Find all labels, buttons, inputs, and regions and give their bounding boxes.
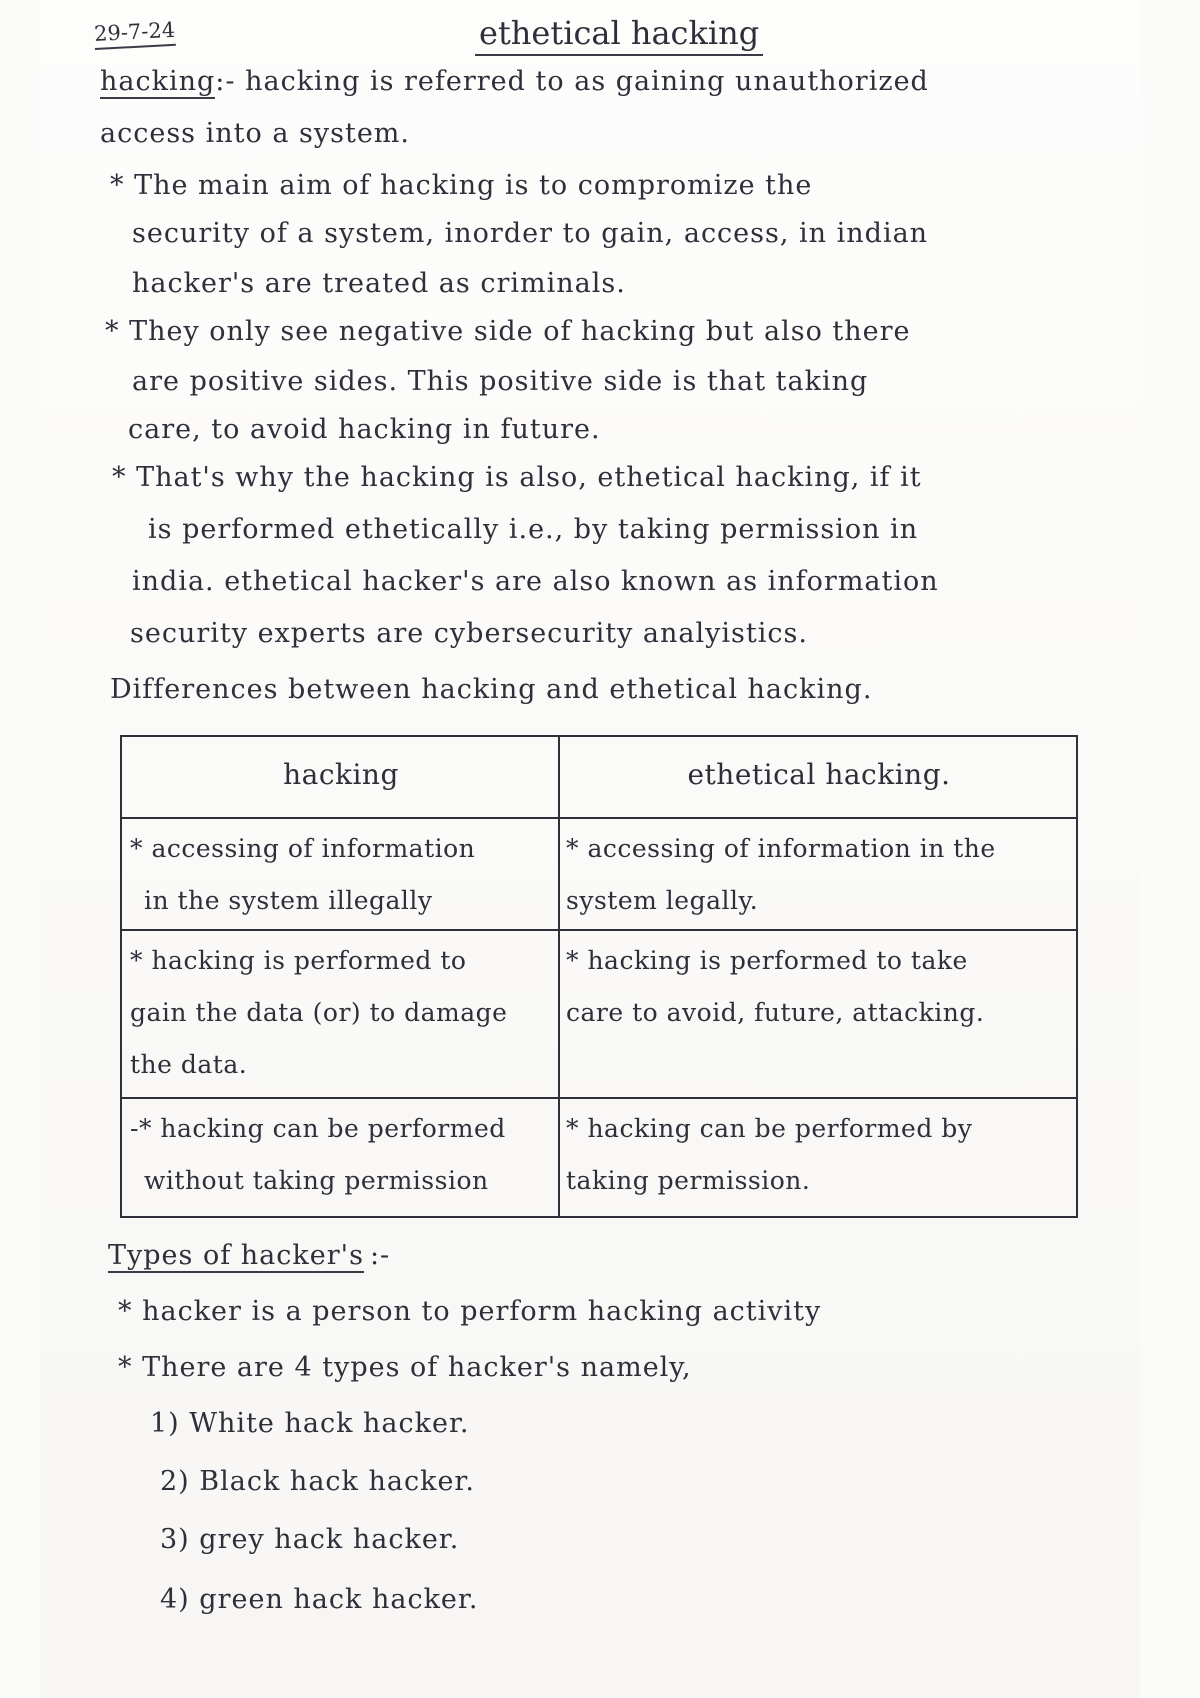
hacker-type-4: 4) green hack hacker. bbox=[160, 1584, 479, 1615]
definition-term: hacking bbox=[100, 66, 216, 97]
definition-line-1 bbox=[100, 66, 929, 97]
table-column-divider bbox=[558, 737, 560, 1216]
hacker-type-2: 2) Black hack hacker. bbox=[160, 1466, 475, 1497]
paragraph-1-line-2: security of a system, inorder to gain, access, in indian bbox=[132, 218, 929, 249]
paragraph-3-line-2: is performed ethetically i.e., by taking permission in bbox=[148, 514, 919, 545]
paragraph-1-line-1: * The main aim of hacking is to compromize the bbox=[110, 170, 813, 201]
paragraph-2-line-1: * They only see negative side of hacking but also there bbox=[105, 316, 911, 347]
paragraph-3-line-1: * That's why the hacking is also, ethetical hacking, if it bbox=[112, 462, 922, 493]
types-heading: Types of hacker's bbox=[108, 1240, 364, 1271]
table-row-2-right bbox=[566, 935, 1072, 1039]
definition-line-2: access into a system. bbox=[100, 118, 410, 149]
table-row-1-right bbox=[566, 823, 1072, 927]
table-row-3-left bbox=[130, 1103, 552, 1207]
differences-table bbox=[120, 735, 1078, 1218]
table-row-1-right-line-2: system legally. bbox=[566, 886, 759, 915]
table-row-2-right-line-1: * hacking is performed to take bbox=[566, 946, 968, 975]
table-row-divider-2 bbox=[122, 1097, 1076, 1099]
table-row-2-left-line-1: * hacking is performed to bbox=[130, 946, 467, 975]
table-row-3-left-line-1: -* hacking can be performed bbox=[130, 1114, 506, 1143]
note-date: 29-7-24 bbox=[94, 18, 176, 50]
table-row-1-left bbox=[130, 823, 552, 927]
table-row-3-right-line-2: taking permission. bbox=[566, 1166, 811, 1195]
table-row-3-right bbox=[566, 1103, 1072, 1207]
paragraph-3-line-3: india. ethetical hacker's are also known as information bbox=[132, 566, 939, 597]
paragraph-2-line-2: are positive sides. This positive side is that taking bbox=[132, 366, 869, 397]
table-row-2-left-line-2: gain the data (or) to damage bbox=[130, 998, 508, 1027]
table-header-divider bbox=[122, 817, 1076, 819]
paragraph-3-line-4: security experts are cybersecurity analyistics. bbox=[130, 618, 808, 649]
table-row-1-left-line-1: * accessing of information bbox=[130, 834, 476, 863]
differences-heading: Differences between hacking and ethetical hacking. bbox=[110, 674, 873, 705]
table-header-hacking: hacking bbox=[283, 758, 399, 791]
table-row-1-right-line-1: * accessing of information in the bbox=[566, 834, 996, 863]
paragraph-2-line-3: care, to avoid hacking in future. bbox=[128, 414, 601, 445]
hacker-type-1: 1) White hack hacker. bbox=[150, 1408, 470, 1439]
types-line-1: * hacker is a person to perform hacking activity bbox=[118, 1296, 822, 1327]
page-title: ethetical hacking bbox=[475, 14, 763, 56]
types-heading-line bbox=[108, 1240, 390, 1271]
table-row-1-left-line-2: in the system illegally bbox=[144, 886, 433, 915]
paragraph-1-line-3: hacker's are treated as criminals. bbox=[132, 268, 626, 299]
table-row-2-left-line-3: the data. bbox=[130, 1050, 248, 1079]
table-header-ethetical-hacking: ethetical hacking. bbox=[687, 758, 951, 791]
table-row-3-left-line-2: without taking permission bbox=[144, 1166, 489, 1195]
table-row-2-left bbox=[130, 935, 552, 1091]
types-line-2: * There are 4 types of hacker's namely, bbox=[118, 1352, 692, 1383]
table-row-2-right-line-2: care to avoid, future, attacking. bbox=[566, 998, 985, 1027]
table-row-divider-1 bbox=[122, 929, 1076, 931]
hacker-type-3: 3) grey hack hacker. bbox=[160, 1524, 460, 1555]
definition-text: :- hacking is referred to as gaining unauthorized bbox=[215, 66, 929, 97]
types-heading-suffix: :- bbox=[369, 1240, 391, 1271]
table-row-3-right-line-1: * hacking can be performed by bbox=[566, 1114, 973, 1143]
